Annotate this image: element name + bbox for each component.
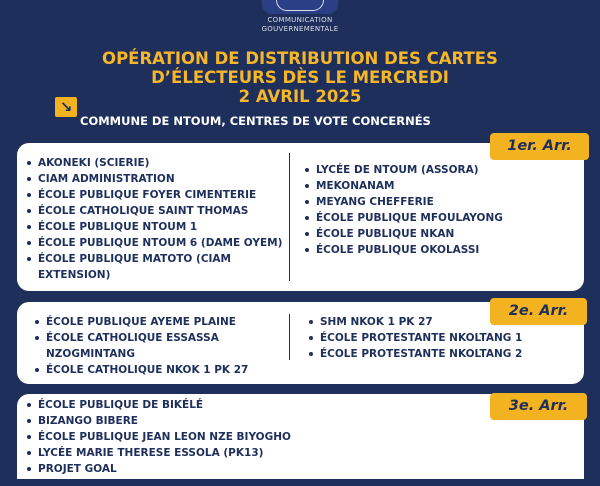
- list-item: CIAM ADMINISTRATION: [27, 171, 282, 187]
- list-item: SHM NKOK 1 PK 27: [309, 314, 522, 330]
- list-item: ÉCOLE PROTESTANTE NKOLTANG 1: [309, 330, 522, 346]
- column-divider: [289, 314, 290, 360]
- list-item: ÉCOLE PUBLIQUE DE BIKÉLÉ: [27, 397, 291, 413]
- arr2-left-list: [35, 314, 248, 378]
- column-divider: [289, 153, 290, 281]
- list-item: LYCÉE DE NTOUM (ASSORA): [305, 162, 503, 178]
- list-item: ÉCOLE PUBLIQUE FOYER CIMENTERIE: [27, 187, 282, 203]
- arr1-left-column: [27, 155, 282, 291]
- org-line-1: COMMUNICATION: [267, 16, 333, 24]
- list-item: [35, 330, 248, 362]
- list-item: ÉCOLE PUBLIQUE NKAN: [305, 226, 503, 242]
- seal-icon: [276, 0, 324, 11]
- list-item-line-2: NZOGMINTANG: [46, 348, 135, 360]
- arr2-left-column: [35, 314, 248, 384]
- list-item: ÉCOLE PUBLIQUE NTOUM 6 (DAME OYEM): [27, 235, 282, 251]
- arr2-tag: 2e. Arr.: [490, 298, 587, 325]
- arr3-column: [27, 397, 291, 482]
- title-line-1: OPÉRATION DE DISTRIBUTION DES CARTES: [102, 49, 498, 68]
- organization-name: [0, 16, 600, 34]
- arr1-left-list: [27, 155, 282, 283]
- list-item: ÉCOLE PUBLIQUE OKOLASSI: [305, 242, 503, 258]
- list-item: [27, 251, 282, 283]
- list-item: ÉCOLE PUBLIQUE JEAN LEON NZE BIYOGHO: [27, 429, 291, 445]
- arr1-right-list: [305, 162, 503, 258]
- list-item-line-1: ÉCOLE PUBLIQUE MATOTO (CIAM: [38, 253, 232, 265]
- arr1-right-column: [305, 162, 503, 291]
- list-item-line-2: EXTENSION): [38, 269, 111, 281]
- list-item: MEYANG CHEFFERIE: [305, 194, 503, 210]
- government-logo: [262, 0, 338, 14]
- list-item: LYCÉE MARIE THERESE ESSOLA (PK13): [27, 445, 291, 461]
- arr3-tag: 3e. Arr.: [490, 393, 587, 420]
- list-item: ÉCOLE CATHOLIQUE SAINT THOMAS: [27, 203, 282, 219]
- title-line-2: D’ÉLECTEURS DÈS LE MERCREDI: [151, 68, 449, 87]
- footer-strip: [0, 479, 600, 486]
- list-item: ÉCOLE PUBLIQUE NTOUM 1: [27, 219, 282, 235]
- org-line-2: GOUVERNEMENTALE: [261, 25, 339, 33]
- list-item: ÉCOLE PUBLIQUE MFOULAYONG: [305, 210, 503, 226]
- arr3-list: [27, 397, 291, 477]
- list-item: ÉCOLE PUBLIQUE AYEME PLAINE: [35, 314, 248, 330]
- list-item-line-1: ÉCOLE CATHOLIQUE ESSASSA: [46, 332, 219, 344]
- arr1-tag: 1er. Arr.: [490, 133, 589, 160]
- list-item: BIZANGO BIBERE: [27, 413, 291, 429]
- title-line-3: 2 AVRIL 2025: [238, 87, 362, 106]
- list-item: MEKONANAM: [305, 178, 503, 194]
- list-item: PROJET GOAL: [27, 461, 291, 477]
- list-item: ÉCOLE CATHOLIQUE NKOK 1 PK 27: [35, 362, 248, 378]
- commune-heading: COMMUNE DE NTOUM, CENTRES DE VOTE CONCERNÉS: [80, 114, 431, 128]
- arr2-right-column: [309, 314, 522, 384]
- list-item: AKONEKI (SCIERIE): [27, 155, 282, 171]
- list-item: ÉCOLE PROTESTANTE NKOLTANG 2: [309, 346, 522, 362]
- page-title: [0, 49, 600, 106]
- arr1-card: [17, 143, 584, 291]
- arrow-down-right-icon: ↘: [55, 97, 77, 117]
